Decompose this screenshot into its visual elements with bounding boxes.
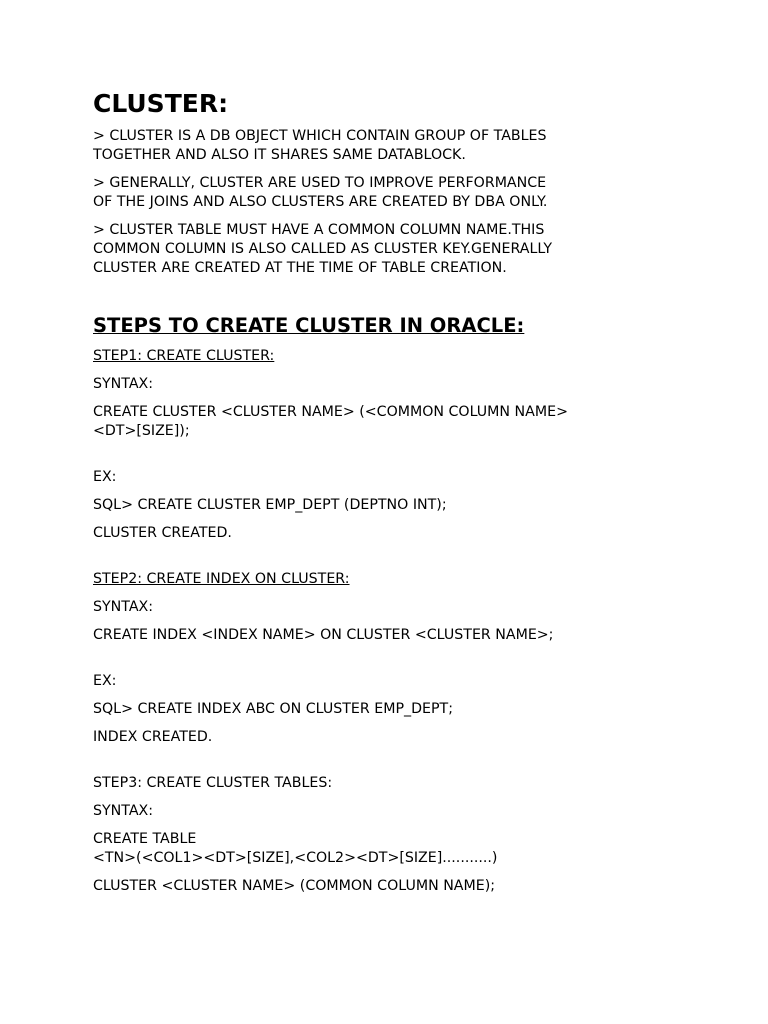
step3-syntax-label: SYNTAX:: [93, 803, 154, 819]
step3-title: STEP3: CREATE CLUSTER TABLES:: [93, 775, 333, 791]
step2-syntax: CREATE INDEX <INDEX NAME> ON CLUSTER <CLUSTER NAME>;: [93, 627, 554, 643]
step3-syntax-cluster-clause: CLUSTER <CLUSTER NAME> (COMMON COLUMN NAME);: [93, 878, 496, 894]
document-page: [93, 88, 753, 905]
step2-example: SQL> CREATE INDEX ABC ON CLUSTER EMP_DEPT;: [93, 701, 453, 717]
page-title: CLUSTER:: [93, 89, 229, 118]
intro-paragraph-1: > CLUSTER IS A DB OBJECT WHICH CONTAIN GROUP OF TABLES TOGETHER AND ALSO IT SHARES SAME DATABLOCK.: [93, 128, 547, 163]
step2-result: INDEX CREATED.: [93, 729, 213, 745]
step1-title: STEP1: CREATE CLUSTER:: [93, 348, 275, 364]
step1-syntax: CREATE CLUSTER <CLUSTER NAME> (<COMMON COLUMN NAME> <DT>[SIZE]);: [93, 404, 568, 439]
step2-syntax-label: SYNTAX:: [93, 599, 154, 615]
step1-example: SQL> CREATE CLUSTER EMP_DEPT (DEPTNO INT);: [93, 497, 447, 513]
steps-heading: STEPS TO CREATE CLUSTER IN ORACLE:: [93, 314, 525, 337]
step1-syntax-label: SYNTAX:: [93, 376, 154, 392]
step3-syntax: CREATE TABLE <TN>(<COL1><DT>[SIZE],<COL2><DT>[SIZE]...........): [93, 831, 498, 866]
step1-ex-label: EX:: [93, 469, 117, 485]
step1-result: CLUSTER CREATED.: [93, 525, 232, 541]
intro-paragraph-3: > CLUSTER TABLE MUST HAVE A COMMON COLUMN NAME.THIS COMMON COLUMN IS ALSO CALLED AS CLUSTER KEY.GENERALLY CLUSTER ARE CREATED AT THE TIME OF TABLE CREATION.: [93, 222, 553, 276]
step2-title: STEP2: CREATE INDEX ON CLUSTER:: [93, 571, 350, 587]
intro-paragraph-2: > GENERALLY, CLUSTER ARE USED TO IMPROVE PERFORMANCE OF THE JOINS AND ALSO CLUSTERS ARE CREATED BY DBA ONLY.: [93, 175, 548, 210]
step2-ex-label: EX:: [93, 673, 117, 689]
